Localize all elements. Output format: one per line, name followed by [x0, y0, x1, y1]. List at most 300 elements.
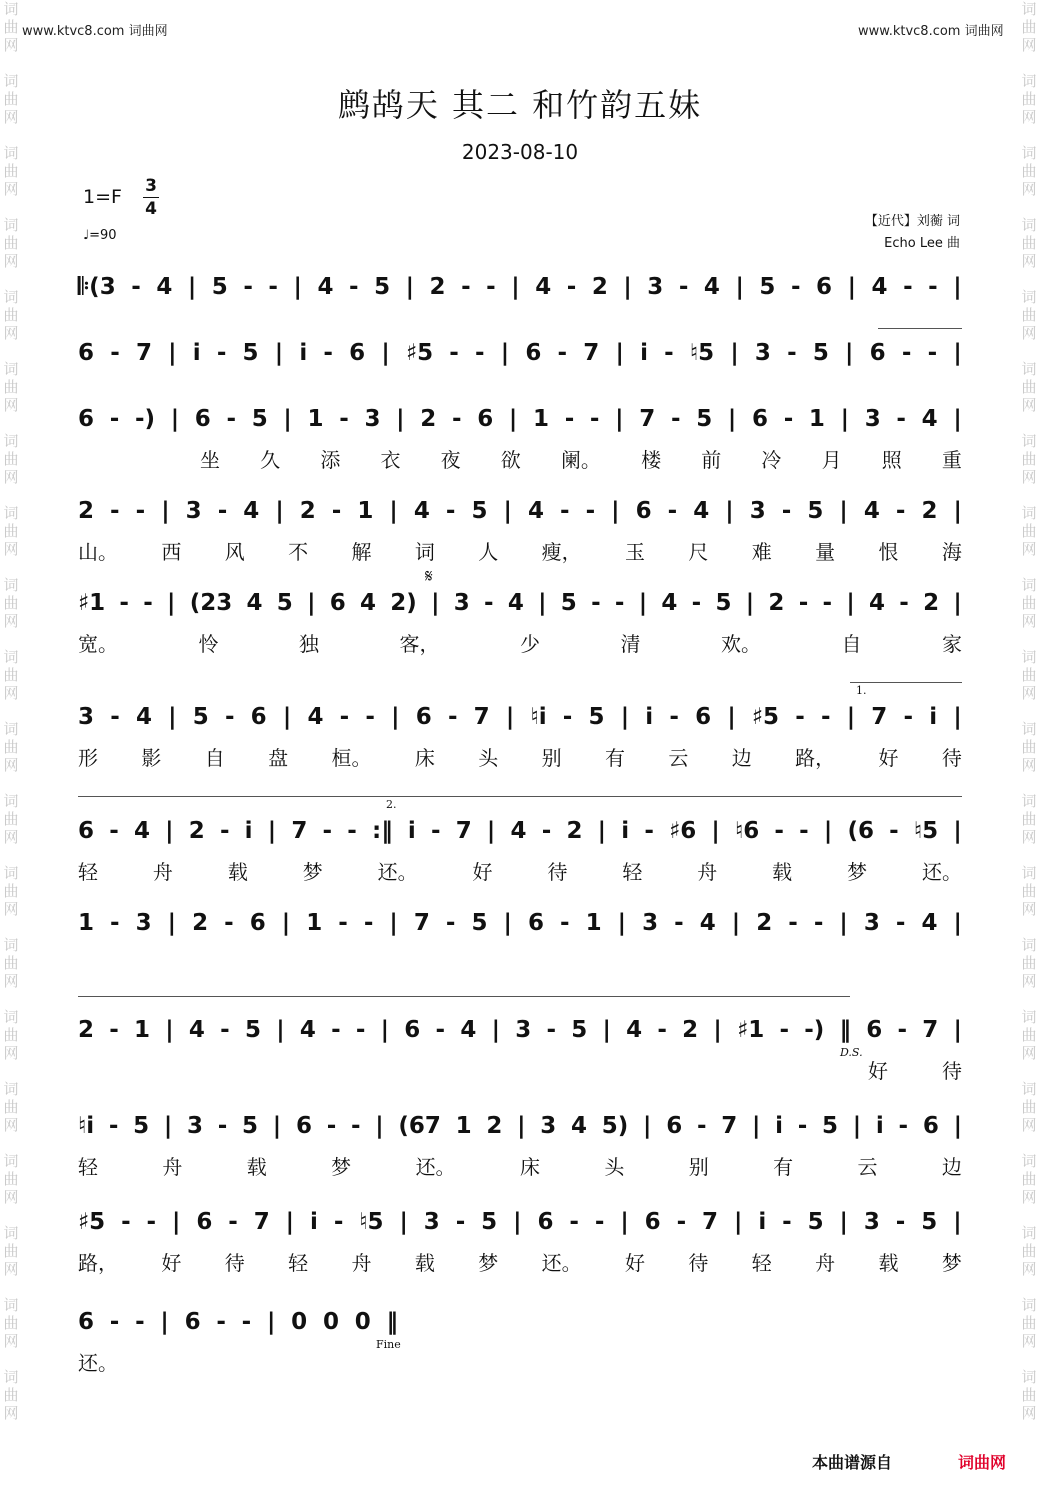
- note-token: 4: [133, 818, 150, 844]
- note-token: -: [569, 1209, 579, 1235]
- note-token: 5: [244, 1017, 261, 1043]
- note-token: -: [475, 340, 485, 366]
- note-token: 6: [816, 274, 833, 300]
- note-token: 5: [471, 498, 488, 524]
- note-token: |: [165, 818, 174, 844]
- side-watermark-char: 曲: [3, 162, 19, 180]
- note-token: -: [669, 704, 679, 730]
- side-watermark-char: 网: [1021, 36, 1037, 54]
- note-token: -: [614, 590, 625, 616]
- note-token: ♮i: [530, 704, 547, 730]
- note-token: |: [953, 590, 962, 616]
- lyric-char: 路，: [78, 1251, 118, 1275]
- side-watermark-group: [1018, 0, 1040, 72]
- note-token: 7: [922, 1017, 939, 1043]
- note-token: -: [219, 818, 230, 844]
- side-watermark-char: 网: [1021, 1404, 1037, 1422]
- note-token: -: [268, 274, 278, 300]
- lyric-char: 月: [821, 448, 842, 472]
- note-token: -: [657, 1017, 667, 1043]
- note-token: -: [541, 818, 552, 844]
- jianpu-notes: [78, 1307, 398, 1337]
- note-token: 5: [921, 1209, 938, 1235]
- side-watermark-char: 词: [1021, 504, 1037, 522]
- note-token: -: [486, 274, 496, 300]
- note-token: 6: [249, 910, 266, 936]
- note-token: 7: [135, 340, 152, 366]
- note-token: 6: [78, 818, 95, 844]
- side-watermark-char: 词: [3, 1008, 19, 1026]
- side-watermark-char: 词: [1021, 432, 1037, 450]
- lyric-line: [78, 1151, 962, 1177]
- score-row: [78, 816, 962, 846]
- side-watermark-char: 网: [3, 972, 19, 990]
- note-token: 6: [922, 1113, 939, 1139]
- note-token: -: [143, 590, 153, 616]
- side-watermark-char: 词: [1021, 360, 1037, 378]
- note-token: |: [602, 1017, 611, 1043]
- side-watermark-char: 词: [3, 648, 19, 666]
- note-token: -: [241, 1309, 252, 1335]
- lyric-char: 久: [260, 448, 281, 472]
- note-token: -: [899, 590, 909, 616]
- note-token: |: [711, 818, 720, 844]
- lyric-char: 好: [878, 746, 899, 770]
- note-token: 6: [644, 1209, 661, 1235]
- lyric-char: 待: [941, 746, 962, 770]
- note-token: |: [823, 818, 833, 844]
- note-token: ♯5: [78, 1209, 106, 1235]
- side-watermark-char: 网: [1021, 684, 1037, 702]
- note-token: -: [667, 498, 678, 524]
- note-token: |: [953, 818, 962, 844]
- lyric-char: 有: [605, 746, 625, 770]
- footer-source: 本曲谱源自: [812, 1453, 893, 1472]
- note-token: -: [797, 1113, 808, 1139]
- lyric-char: 少: [520, 632, 540, 656]
- note-token: -: [216, 1309, 226, 1335]
- note-token: -: [350, 1113, 361, 1139]
- lyric-char: 载: [414, 1251, 435, 1275]
- jianpu-notes: [78, 1111, 962, 1141]
- lyric-char: 头: [604, 1155, 625, 1179]
- note-token: |: [167, 910, 177, 936]
- side-watermark-group: [0, 864, 22, 936]
- lyric-char: 待: [547, 860, 568, 884]
- song-title: 鹧鸪天 其二 和竹韵五妹: [337, 86, 703, 124]
- note-token: 2: [923, 590, 940, 616]
- side-watermark-char: 曲: [3, 1026, 19, 1044]
- side-watermark-group: [0, 1368, 22, 1440]
- note-token: 6: [527, 910, 544, 936]
- note-token: |: [160, 1309, 169, 1335]
- note-token: 2: [299, 498, 316, 524]
- lyric-char: 梦: [941, 1251, 962, 1275]
- note-token: |: [745, 590, 755, 616]
- note-token: -: [445, 910, 456, 936]
- note-token: 4: [703, 274, 720, 300]
- side-watermark-char: 网: [3, 324, 19, 342]
- note-token: |: [638, 590, 648, 616]
- lyric-char: 冷: [761, 448, 782, 472]
- tie-line: [878, 328, 962, 329]
- note-token: ‖: [386, 1309, 398, 1335]
- side-watermark-char: 曲: [1021, 1170, 1037, 1188]
- note-token: 6: [194, 406, 211, 432]
- note-token: 4: [460, 1017, 477, 1043]
- side-watermark-char: 词: [1021, 1008, 1037, 1026]
- lyric-line: [78, 536, 962, 562]
- side-watermark-char: 曲: [3, 1242, 19, 1260]
- key-signature: 1=F: [83, 186, 122, 208]
- side-watermark-char: 网: [3, 1116, 19, 1134]
- note-token: 4: [243, 498, 260, 524]
- jianpu-notes: [78, 1015, 962, 1045]
- lyric-char: 衣: [380, 448, 401, 472]
- note-token: 7: [413, 910, 430, 936]
- note-token: 1: [455, 1113, 472, 1139]
- side-watermark-char: 曲: [3, 1386, 19, 1404]
- lyric-char: 词: [414, 540, 435, 564]
- side-watermark-group: [1018, 864, 1040, 936]
- fine-marking: Fine: [376, 1338, 401, 1351]
- side-watermark-char: 词: [1021, 720, 1037, 738]
- note-token: -: [243, 274, 253, 300]
- note-token: |: [165, 1017, 174, 1043]
- note-token: ♮i: [78, 1113, 95, 1139]
- note-token: -: [644, 818, 654, 844]
- side-watermark-group: [0, 720, 22, 792]
- note-token: |: [513, 1209, 522, 1235]
- note-token: -: [788, 910, 798, 936]
- side-watermark-char: 曲: [1021, 738, 1037, 756]
- lyric-char: 有: [773, 1155, 794, 1179]
- note-token: 6: [666, 1113, 683, 1139]
- note-token: -: [928, 274, 938, 300]
- note-token: |: [735, 274, 744, 300]
- note-token: 4: [871, 274, 888, 300]
- note-token: -: [585, 498, 596, 524]
- note-token: i: [775, 1113, 783, 1139]
- side-watermark-char: 词: [1021, 936, 1037, 954]
- side-watermark-char: 网: [1021, 1188, 1037, 1206]
- note-token: -: [560, 910, 570, 936]
- note-token: 2: [756, 910, 773, 936]
- side-watermark-char: 网: [1021, 1332, 1037, 1350]
- note-token: 3: [647, 274, 664, 300]
- lyric-char: 独: [299, 632, 319, 656]
- lyric-char: 好: [625, 1251, 645, 1275]
- note-token: 6: [295, 1113, 312, 1139]
- side-watermark-char: 词: [3, 72, 19, 90]
- side-watermark-char: 词: [3, 504, 19, 522]
- side-watermark-char: 曲: [1021, 1242, 1037, 1260]
- note-token: |: [617, 910, 627, 936]
- side-watermark-char: 网: [3, 108, 19, 126]
- side-watermark-char: 曲: [1021, 810, 1037, 828]
- note-token: -: [903, 274, 913, 300]
- note-token: |: [953, 340, 962, 366]
- side-watermark-char: 网: [3, 1332, 19, 1350]
- side-watermark-char: 词: [3, 936, 19, 954]
- note-token: -: [135, 498, 146, 524]
- note-token: ♮6: [734, 818, 760, 844]
- note-token: |: [391, 704, 400, 730]
- note-token: 2): [390, 590, 417, 616]
- side-watermark-char: 网: [3, 252, 19, 270]
- lyric-char: 家: [942, 632, 962, 656]
- lyric-char: 照: [881, 448, 902, 472]
- note-token: -: [557, 340, 568, 366]
- note-token: -: [670, 406, 681, 432]
- note-token: |: [307, 590, 316, 616]
- side-watermark-group: [0, 216, 22, 288]
- side-watermark-char: 网: [3, 36, 19, 54]
- note-token: 6: [537, 1209, 554, 1235]
- note-token: 7: [583, 340, 600, 366]
- note-token: |: [713, 1017, 722, 1043]
- note-token: 3: [364, 406, 381, 432]
- side-watermark-char: 网: [1021, 540, 1037, 558]
- side-watermark-char: 词: [3, 1152, 19, 1170]
- side-watermark-char: 曲: [1021, 18, 1037, 36]
- note-token: -: [226, 406, 237, 432]
- note-token: -: [110, 498, 120, 524]
- note-token: |: [282, 704, 292, 730]
- side-watermark-group: [1018, 720, 1040, 792]
- note-token: 6: [78, 1309, 95, 1335]
- note-token: ‖: [839, 1017, 852, 1043]
- side-watermark-group: [0, 360, 22, 432]
- note-token: |: [953, 406, 962, 432]
- lyric-char: 舟: [351, 1251, 372, 1275]
- lyric-char: 云: [857, 1155, 878, 1179]
- note-token: 3: [135, 910, 152, 936]
- lyric-char: 玉: [625, 540, 645, 564]
- lyric-line: [78, 1247, 962, 1273]
- lyric-char: 还。: [541, 1251, 582, 1275]
- note-token: 6: [250, 704, 267, 730]
- note-token: -: [363, 910, 374, 936]
- note-token: i: [640, 340, 648, 366]
- note-token: 7: [473, 704, 490, 730]
- side-watermark-char: 词: [1021, 1152, 1037, 1170]
- note-token: -: [783, 406, 794, 432]
- note-token: |: [733, 1209, 743, 1235]
- side-watermark-group: [1018, 1224, 1040, 1296]
- lyric-char: 舟: [162, 1155, 183, 1179]
- lyric-char: 不: [288, 540, 309, 564]
- note-token: 5: [807, 1209, 824, 1235]
- right-watermark-column: [1018, 0, 1040, 1440]
- note-token: 6: [196, 1209, 213, 1235]
- side-watermark-char: 曲: [1021, 882, 1037, 900]
- note-token: 5: [242, 1113, 259, 1139]
- note-token: |: [274, 340, 284, 366]
- note-token: 5: [251, 406, 268, 432]
- note-token: 4: [188, 1017, 205, 1043]
- note-token: 3: [754, 340, 771, 366]
- note-token: 2: [188, 818, 205, 844]
- score-row: [78, 1207, 962, 1237]
- lyric-char: 重: [941, 448, 962, 472]
- note-token: |: [597, 818, 607, 844]
- lyric-char: 瘦，: [541, 540, 582, 564]
- side-watermark-group: [0, 288, 22, 360]
- side-watermark-group: [1018, 936, 1040, 1008]
- score-row: [78, 338, 962, 368]
- note-token: 2: [591, 274, 608, 300]
- side-watermark-char: 词: [3, 216, 19, 234]
- side-watermark-char: 网: [1021, 1260, 1037, 1278]
- note-token: -: [779, 1017, 789, 1043]
- volta1-line: [850, 682, 962, 683]
- note-token: |: [840, 406, 850, 432]
- lyric-char: 舟: [697, 860, 718, 884]
- side-watermark-group: [0, 504, 22, 576]
- note-token: ♮5: [689, 340, 715, 366]
- time-signature: 3 4: [143, 176, 159, 219]
- note-token: 5: [812, 340, 829, 366]
- lyric-char: 影: [141, 746, 162, 770]
- note-token: |: [281, 910, 291, 936]
- lyric-char: 风: [224, 540, 245, 564]
- side-watermark-char: 词: [1021, 288, 1037, 306]
- side-watermark-char: 曲: [3, 450, 19, 468]
- note-token: -: [109, 406, 120, 432]
- side-watermark-char: 网: [3, 1188, 19, 1206]
- note-token: |: [405, 274, 415, 300]
- lyric-char: 好: [868, 1059, 888, 1083]
- note-token: 0: [354, 1309, 371, 1335]
- lyric-char: 轻: [288, 1251, 309, 1275]
- side-watermark-char: 曲: [1021, 1386, 1037, 1404]
- side-watermark-group: [1018, 216, 1040, 288]
- note-token: 5: [807, 498, 824, 524]
- lyric-char: 别: [688, 1155, 709, 1179]
- side-watermark-char: 曲: [1021, 234, 1037, 252]
- note-token: |: [168, 704, 177, 730]
- side-watermark-group: [1018, 432, 1040, 504]
- note-token: i: [244, 818, 253, 844]
- side-watermark-char: 词: [3, 792, 19, 810]
- note-token: -: [338, 910, 348, 936]
- note-token: -: [451, 406, 462, 432]
- note-token: 4: [156, 274, 173, 300]
- note-token: |: [375, 1113, 384, 1139]
- side-watermark-char: 网: [3, 1044, 19, 1062]
- note-token: 6: [78, 340, 95, 366]
- side-watermark-char: 词: [3, 144, 19, 162]
- note-token: -: [135, 1309, 145, 1335]
- note-token: |: [389, 910, 398, 936]
- note-token: |: [486, 818, 496, 844]
- note-token: -: [696, 1113, 707, 1139]
- note-token: 5: [211, 274, 228, 300]
- note-token: -: [224, 910, 234, 936]
- note-token: |: [168, 340, 177, 366]
- side-watermark-char: 曲: [1021, 90, 1037, 108]
- note-token: -: [795, 704, 805, 730]
- top-left-watermark: www.ktvc8.com 词曲网: [22, 24, 168, 39]
- note-token: |: [615, 406, 624, 432]
- lyric-char: 好: [472, 860, 493, 884]
- lyric-char: 舟: [815, 1251, 836, 1275]
- note-token: |: [285, 1209, 295, 1235]
- note-token: -: [445, 498, 456, 524]
- score-row: [78, 404, 962, 434]
- note-token: |: [276, 1017, 285, 1043]
- note-token: |: [839, 1209, 848, 1235]
- note-token: |: [505, 704, 515, 730]
- note-token: |: [847, 274, 856, 300]
- lyric-char: 西: [161, 540, 182, 564]
- side-watermark-char: 网: [1021, 468, 1037, 486]
- side-watermark-char: 词: [1021, 216, 1037, 234]
- note-token: |: [846, 704, 856, 730]
- note-token: -: [449, 340, 459, 366]
- note-token: -: [455, 1209, 466, 1235]
- note-token: |: [381, 340, 390, 366]
- note-token: -: [546, 1017, 557, 1043]
- note-token: 4: [246, 590, 263, 616]
- left-watermark-column: [0, 0, 22, 1440]
- note-token: -: [217, 498, 228, 524]
- side-watermark-char: 词: [3, 0, 19, 18]
- note-token: |: [500, 340, 510, 366]
- side-watermark-group: [1018, 576, 1040, 648]
- lyric-char: 梦: [847, 860, 868, 884]
- side-watermark-group: [0, 576, 22, 648]
- side-watermark-group: [0, 1008, 22, 1080]
- side-watermark-group: [1018, 1296, 1040, 1368]
- note-token: 3: [864, 406, 881, 432]
- top-right-watermark: www.ktvc8.com 词曲网: [858, 24, 1004, 39]
- side-watermark-char: 曲: [1021, 306, 1037, 324]
- note-token: |: [615, 340, 624, 366]
- note-token: |: [266, 1309, 276, 1335]
- note-token: |: [167, 590, 176, 616]
- lyric-line: [868, 1055, 962, 1081]
- score-row: [78, 1307, 962, 1337]
- note-token: |: [727, 704, 736, 730]
- side-watermark-char: 词: [1021, 792, 1037, 810]
- note-token: -: [110, 910, 120, 936]
- note-token: |: [953, 704, 962, 730]
- lyric-char: 欲: [500, 448, 521, 472]
- note-token: 4: [571, 1113, 588, 1139]
- note-token: 7: [455, 818, 472, 844]
- side-watermark-char: 网: [1021, 180, 1037, 198]
- lyric-char: 轻: [751, 1251, 772, 1275]
- lyric-char: 路，: [795, 746, 836, 770]
- note-token: -: [109, 1309, 120, 1335]
- note-token: 4: [135, 704, 152, 730]
- note-token: -: [108, 1113, 119, 1139]
- note-token: |: [839, 910, 848, 936]
- side-watermark-group: [0, 1224, 22, 1296]
- footer-site-link[interactable]: 词曲网: [958, 1453, 1007, 1472]
- note-token: -: [430, 818, 441, 844]
- note-token: -: [927, 340, 938, 366]
- side-watermark-char: 网: [3, 828, 19, 846]
- note-token: |: [431, 590, 440, 616]
- side-watermark-char: 曲: [3, 882, 19, 900]
- lyric-char: 宽。: [78, 632, 118, 656]
- note-token: 2: [192, 910, 209, 936]
- note-token: -: [562, 704, 573, 730]
- side-watermark-char: 网: [1021, 1116, 1037, 1134]
